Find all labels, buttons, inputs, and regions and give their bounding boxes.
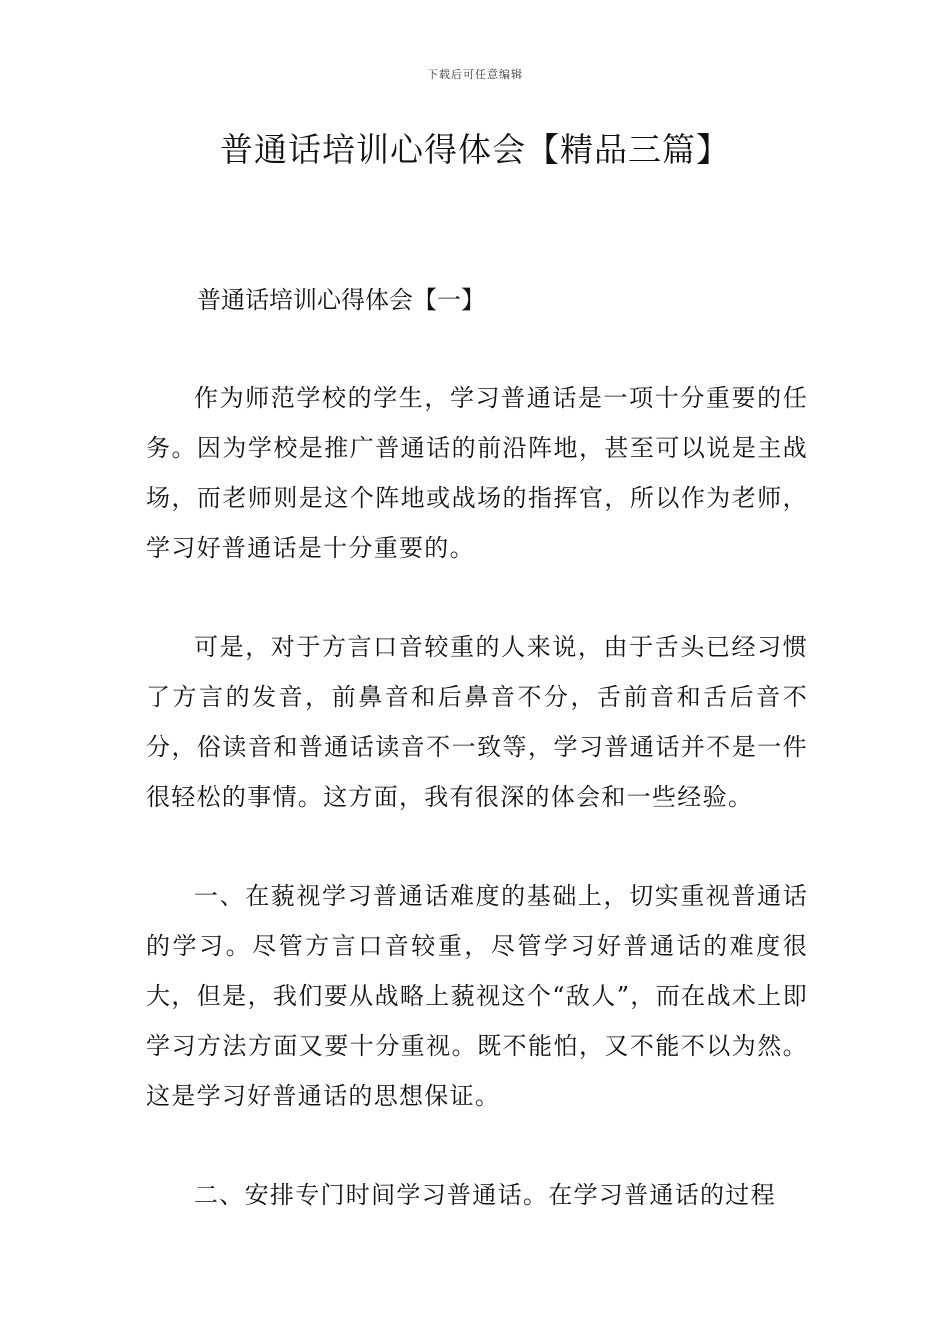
header-note: 下载后可任意编辑 [427,68,523,81]
document-title: 普通话培训心得体会【精品三篇】 [220,130,730,169]
paragraph: 一、在藐视学习普通话难度的基础上，切实重视普通话的学习。尽管方言口音较重，尽管学习好普通话的难度很大，但是，我们要从战略上藐视这个“敌人”，而在战术上即学习方法方面又要十分重视。既不能怕，又不能不以为然。这是学习好普通话的思想保证。 [146,882,808,1110]
paragraph: 可是，对于方言口音较重的人来说，由于舌头已经习惯了方言的发音，前鼻音和后鼻音不分，舌前音和舌后音不分，俗读音和普通话读音不一致等，学习普通话并不是一件很轻松的事情。这方面，我有很深的体会和一些经验。 [146,633,808,811]
section-heading: 普通话培训心得体会【一】 [197,286,485,314]
paragraph: 作为师范学校的学生，学习普通话是一项十分重要的任务。因为学校是推广普通话的前沿阵地，甚至可以说是主战场，而老师则是这个阵地或战场的指挥官，所以作为老师，学习好普通话是十分重要的。 [146,384,808,562]
paragraph: 二、安排专门时间学习普通话。在学习普通话的过程 [194,1181,776,1209]
